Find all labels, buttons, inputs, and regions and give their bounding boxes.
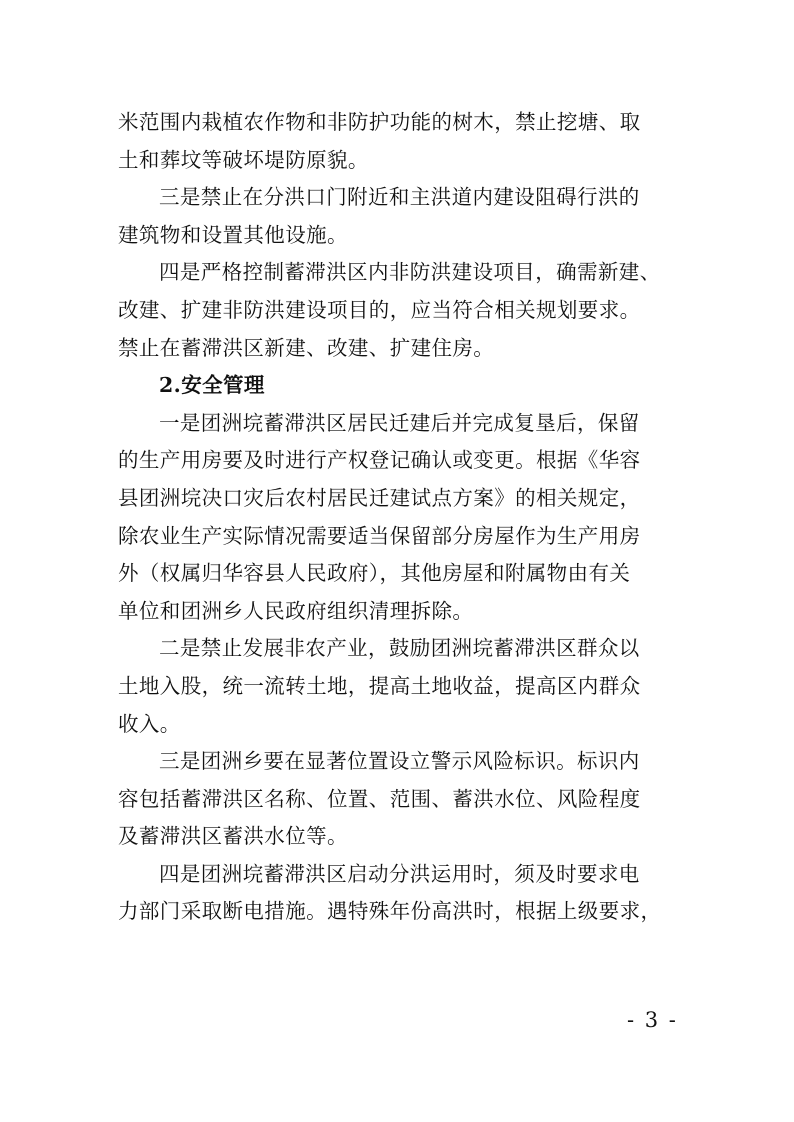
body-line: 土和葬坟等破坏堤防原貌。 [118, 147, 369, 172]
body-line: 三是团洲乡要在显著位置设立警示风险标识。标识内 [159, 749, 640, 774]
body-line: 县团洲垸决口灾后农村居民迁建试点方案》的相关规定， [118, 485, 641, 510]
body-line: 禁止在蓄滞洪区新建、改建、扩建住房。 [118, 335, 495, 360]
body-line: 建筑物和设置其他设施。 [118, 222, 348, 247]
body-line: 四是团洲垸蓄滞洪区启动分洪运用时，须及时要求电 [159, 861, 640, 886]
body-line: 除农业生产实际情况需要适当保留部分房屋作为生产用房 [118, 523, 641, 548]
section-heading: 2.安全管理 [159, 373, 265, 398]
body-line: 收入。 [118, 711, 181, 736]
body-line: 外（权属归华容县人民政府），其他房屋和附属物由有关 [118, 561, 631, 586]
body-line: 的生产用房要及时进行产权登记确认或变更。根据《华容 [118, 448, 641, 473]
page-number: - 3 - [627, 1008, 678, 1032]
body-line: 土地入股，统一流转土地，提高土地收益，提高区内群众 [118, 673, 641, 698]
body-line: 一是团洲垸蓄滞洪区居民迁建后并完成复垦后，保留 [159, 410, 640, 435]
body-line: 单位和团洲乡人民政府组织清理拆除。 [118, 598, 474, 623]
body-line: 米范围内栽植农作物和非防护功能的树木，禁止挖塘、取 [118, 110, 641, 134]
document-body [118, 104, 678, 931]
body-line: 改建、扩建非防洪建设项目的，应当符合相关规划要求。 [118, 297, 641, 322]
body-line: 及蓄滞洪区蓄洪水位等。 [118, 824, 348, 849]
body-line: 四是严格控制蓄滞洪区内非防洪建设项目，确需新建、 [159, 260, 661, 285]
body-line: 三是禁止在分洪口门附近和主洪道内建设阻碍行洪的 [159, 185, 640, 210]
body-line: 二是禁止发展非农产业，鼓励团洲垸蓄滞洪区群众以 [159, 636, 640, 661]
body-line: 力部门采取断电措施。遇特殊年份高洪时，根据上级要求， [118, 899, 662, 924]
body-line: 容包括蓄滞洪区名称、位置、范围、蓄洪水位、风险程度 [118, 786, 641, 811]
